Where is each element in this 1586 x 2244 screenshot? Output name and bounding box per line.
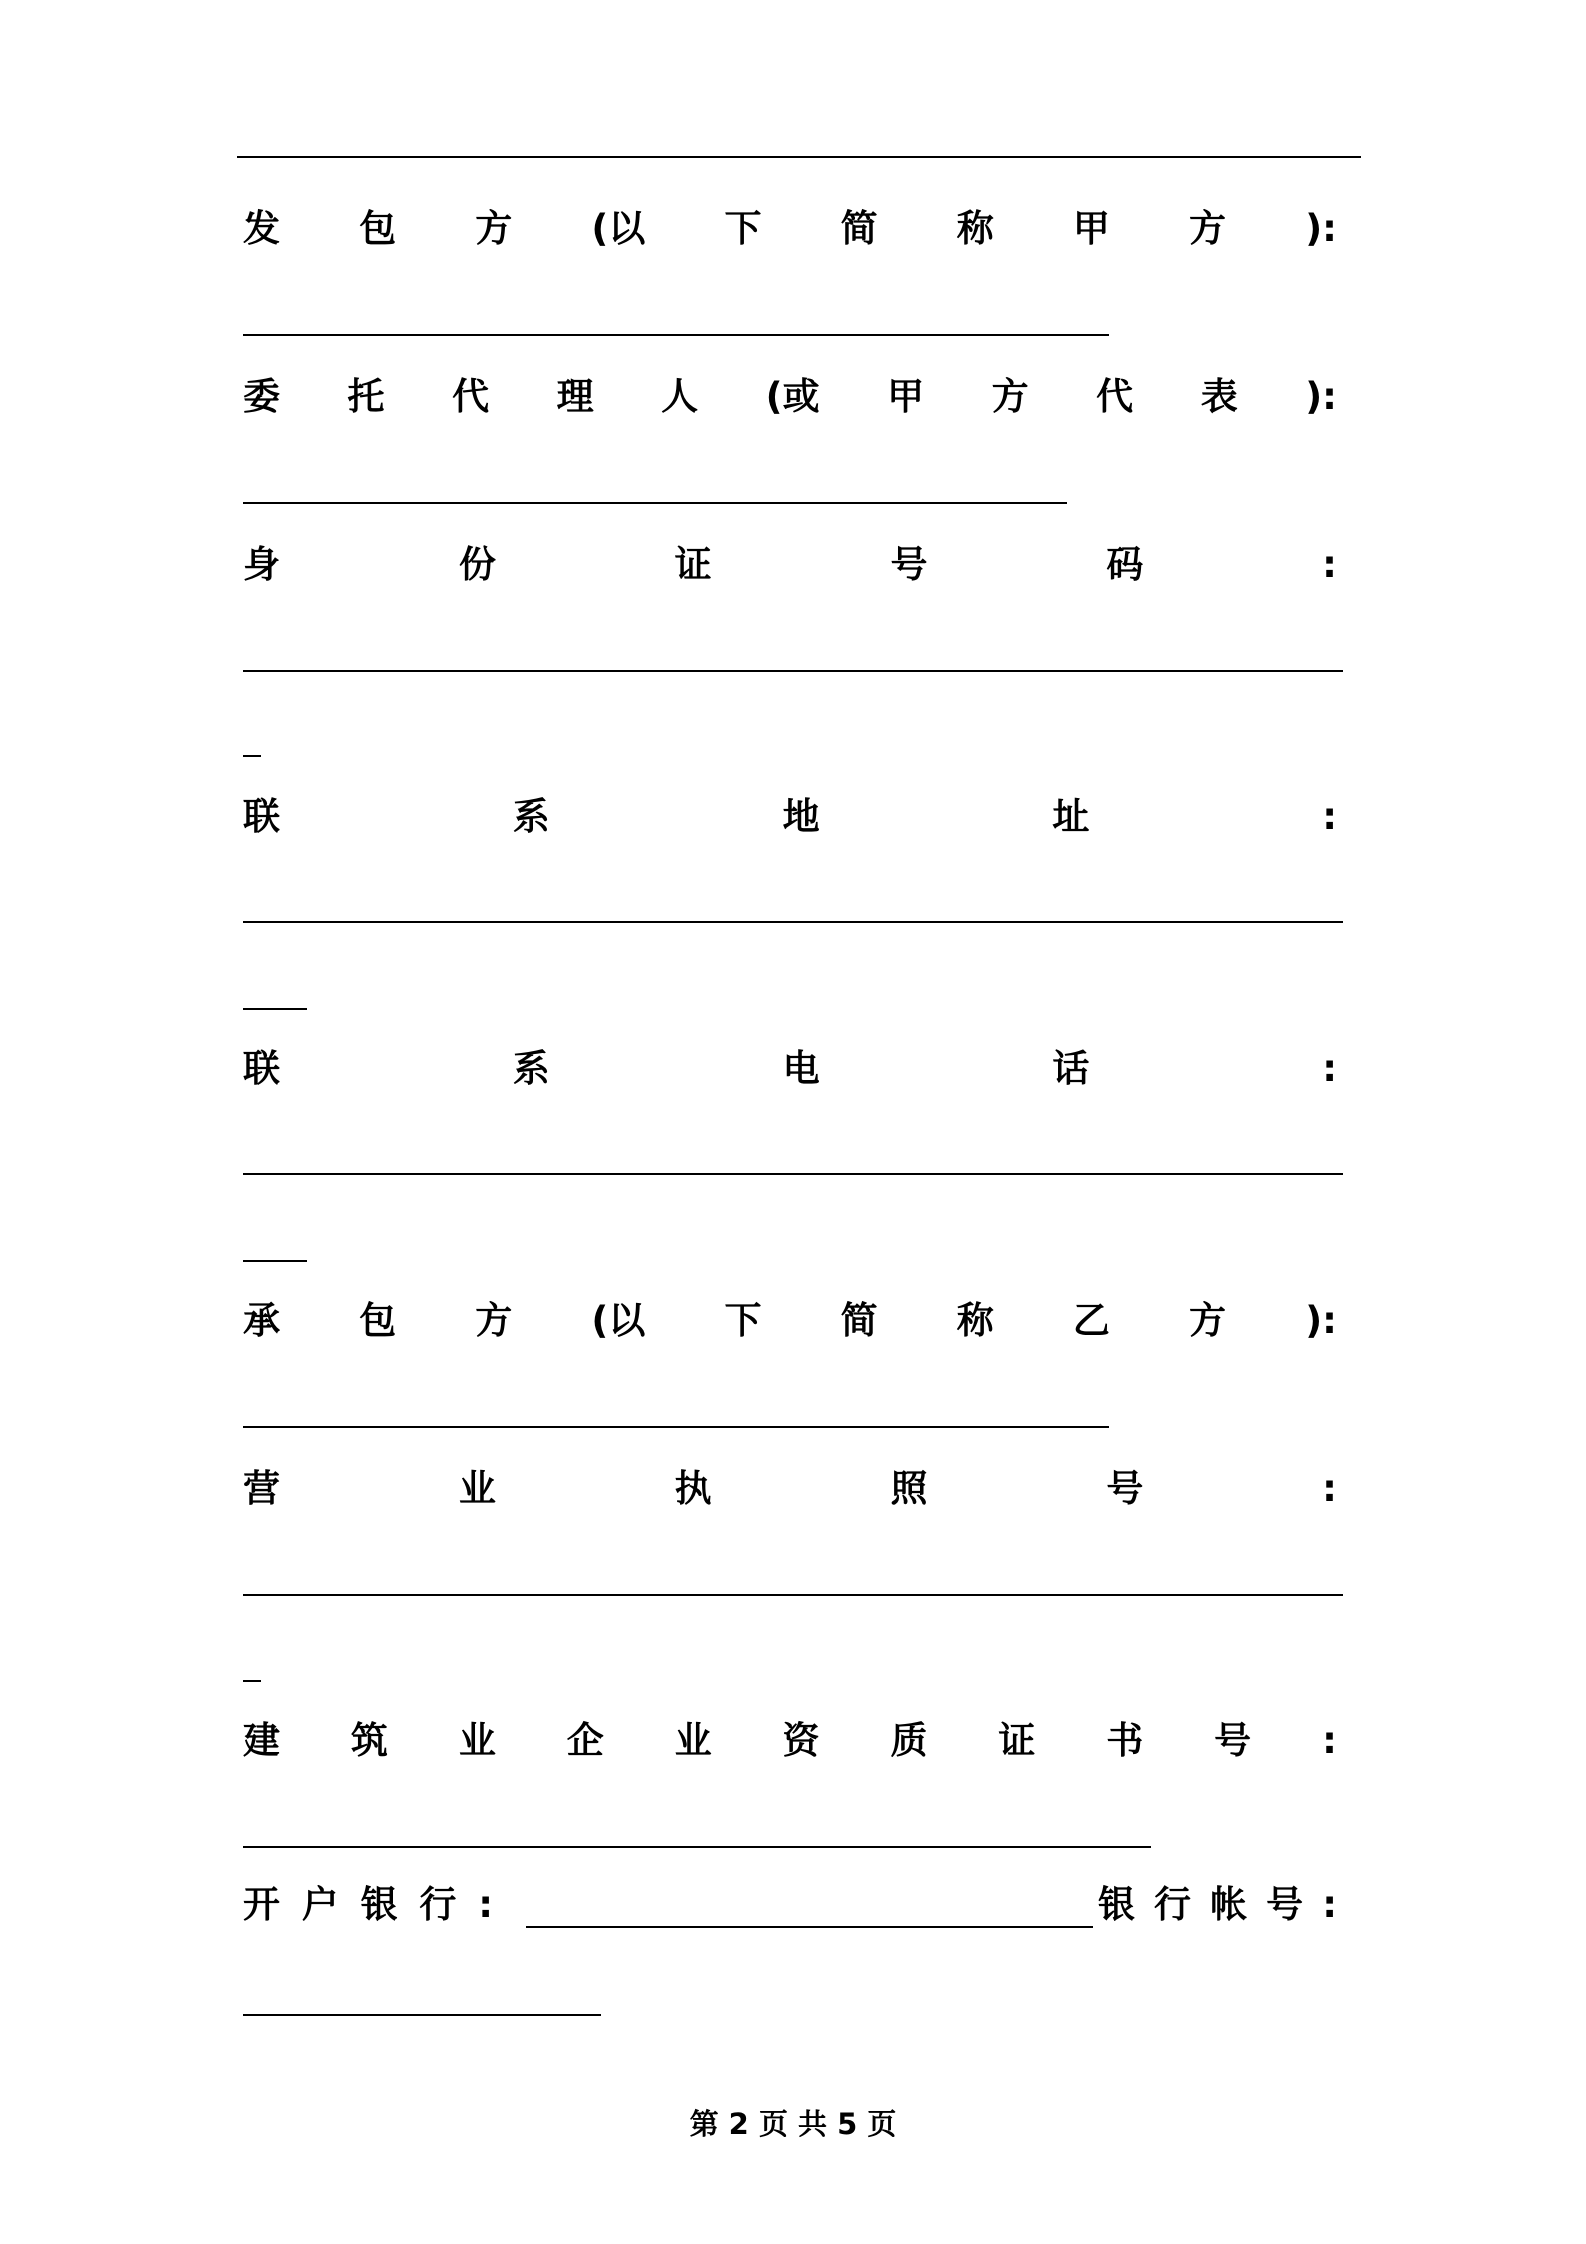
label-char: : — [1322, 795, 1337, 838]
label-char: 系 — [512, 1047, 550, 1090]
label-char: 托 — [347, 375, 385, 418]
label-char: 代 — [1096, 375, 1134, 418]
license-label — [243, 1467, 1337, 1510]
label-char: 业 — [458, 1467, 496, 1510]
label-char: 行 — [419, 1883, 457, 1926]
label-char: 户 — [301, 1883, 339, 1926]
label-char: 址 — [1052, 795, 1090, 838]
label-char: 代 — [452, 375, 490, 418]
address-a-label — [243, 795, 1337, 838]
party-b-blank[interactable] — [243, 1426, 1109, 1428]
qualification-blank[interactable] — [243, 1846, 1151, 1848]
label-char: 建 — [243, 1719, 280, 1762]
id-number-blank[interactable] — [243, 670, 1343, 672]
label-char: 质 — [890, 1719, 928, 1762]
label-char: : — [1322, 1047, 1337, 1090]
label-char: 书 — [1106, 1719, 1144, 1762]
license-blank-tail[interactable] — [243, 1680, 261, 1682]
label-char: 筑 — [350, 1719, 388, 1762]
label-char: (以 — [591, 207, 646, 250]
label-char: 企 — [566, 1719, 604, 1762]
label-char: 号 — [1266, 1883, 1304, 1926]
bank-row — [243, 1883, 1337, 1930]
label-char: 包 — [359, 207, 397, 250]
party-b-label — [243, 1299, 1337, 1342]
label-char: 发 — [243, 207, 280, 250]
label-char: 开 — [243, 1883, 280, 1926]
label-char: 联 — [243, 795, 280, 838]
phone-a-label — [243, 1047, 1337, 1090]
label-char: 号 — [890, 543, 928, 586]
label-char: 联 — [243, 1047, 280, 1090]
label-char: 帐 — [1210, 1883, 1248, 1926]
label-char: 银 — [360, 1883, 398, 1926]
label-char: (以 — [591, 1299, 646, 1342]
label-char: ): — [1305, 1299, 1337, 1342]
address-a-blank[interactable] — [243, 921, 1343, 923]
label-char: 表 — [1200, 375, 1238, 418]
address-a-blank-tail[interactable] — [243, 1008, 307, 1010]
label-char: 号 — [1106, 1467, 1144, 1510]
label-char: 行 — [1154, 1883, 1192, 1926]
label-char: 业 — [674, 1719, 712, 1762]
label-char: : — [1322, 1883, 1337, 1926]
label-char: 简 — [840, 207, 878, 250]
label-char: 人 — [661, 375, 699, 418]
label-char: : — [1322, 543, 1337, 586]
id-number-blank-tail[interactable] — [243, 755, 261, 757]
label-char: 理 — [556, 375, 594, 418]
phone-a-blank[interactable] — [243, 1173, 1343, 1175]
header-rule — [237, 156, 1361, 158]
label-char: 证 — [674, 543, 712, 586]
label-char: 简 — [840, 1299, 878, 1342]
label-char: 执 — [674, 1467, 712, 1510]
id-number-label — [243, 543, 1337, 586]
label-char: 方 — [991, 375, 1029, 418]
label-char: 下 — [724, 207, 762, 250]
bank-label — [243, 1883, 493, 1926]
label-char: 电 — [782, 1047, 820, 1090]
label-char: 承 — [243, 1299, 280, 1342]
label-char: : — [1322, 1467, 1337, 1510]
label-char: 银 — [1098, 1883, 1135, 1926]
label-char: : — [1322, 1719, 1337, 1762]
label-char: ): — [1305, 207, 1337, 250]
label-char: 业 — [458, 1719, 496, 1762]
page-footer: 第 2 页 共 5 页 — [689, 2107, 897, 2141]
label-char: 地 — [782, 795, 820, 838]
label-char: 称 — [956, 1299, 994, 1342]
label-char: 份 — [458, 543, 496, 586]
label-char: 称 — [956, 207, 994, 250]
label-char: 方 — [1189, 207, 1227, 250]
label-char: 方 — [475, 207, 513, 250]
label-char: 方 — [475, 1299, 513, 1342]
label-char: 号 — [1214, 1719, 1252, 1762]
label-char: 证 — [998, 1719, 1036, 1762]
label-char: 委 — [243, 375, 280, 418]
party-a-label — [243, 207, 1337, 250]
label-char: 话 — [1052, 1047, 1090, 1090]
agent-label — [243, 375, 1337, 418]
label-char: 照 — [890, 1467, 928, 1510]
label-char: ): — [1305, 375, 1337, 418]
label-char: 系 — [512, 795, 550, 838]
label-char: 下 — [724, 1299, 762, 1342]
label-char: 乙 — [1072, 1299, 1110, 1342]
label-char: : — [478, 1883, 493, 1926]
label-char: 包 — [359, 1299, 397, 1342]
bank-name-blank[interactable] — [526, 1926, 1093, 1928]
label-char: 甲 — [1072, 207, 1110, 250]
license-blank[interactable] — [243, 1594, 1343, 1596]
account-blank[interactable] — [243, 2014, 601, 2016]
label-char: (或 — [765, 375, 820, 418]
agent-blank[interactable] — [243, 502, 1067, 504]
label-char: 身 — [243, 543, 280, 586]
party-a-blank[interactable] — [243, 334, 1109, 336]
label-char: 营 — [243, 1467, 280, 1510]
label-char: 资 — [782, 1719, 820, 1762]
account-label — [1098, 1883, 1337, 1926]
phone-a-blank-tail[interactable] — [243, 1260, 307, 1262]
qualification-label — [243, 1719, 1337, 1762]
label-char: 甲 — [887, 375, 925, 418]
label-char: 方 — [1189, 1299, 1227, 1342]
label-char: 码 — [1106, 543, 1144, 586]
